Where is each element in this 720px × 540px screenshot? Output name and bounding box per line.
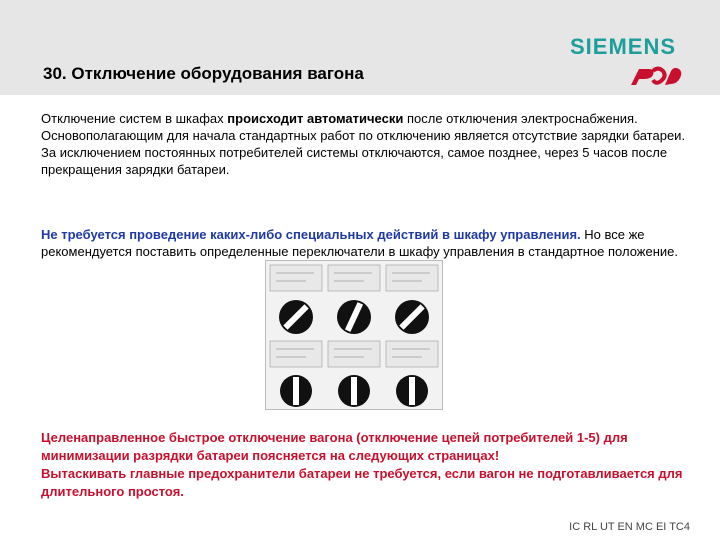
paragraph-3: За исключением постоянных потребителей системы отключаются, самое позднее, через 5 часов после прекращения зарядки батареи.: [41, 145, 668, 177]
switch-knob-4: [280, 375, 312, 407]
page-title: 30. Отключение оборудования вагона: [43, 64, 364, 83]
warning-line-2: Вытаскивать главные предохранители батареи не требуется, если вагон не подготавливается для длительного простоя.: [41, 466, 683, 499]
intro-text: [41, 110, 686, 178]
copyright-text: © Siemens AG 2012. Все права защищены: [473, 503, 690, 515]
paragraph-2: Основополагающим для начала стандартных работ по отключению является отсутствие зарядки батареи.: [41, 128, 686, 143]
paragraph-1: Отключение систем в шкафах происходит автоматически после отключения электроснабжения.: [41, 111, 638, 126]
switch-knob-3: [395, 300, 429, 334]
label-row-top: [270, 265, 438, 291]
siemens-logo: SIEMENS: [570, 34, 677, 59]
switch-knob-5: [338, 375, 370, 407]
switch-knob-1: [279, 300, 313, 334]
rzd-logo-icon: [627, 63, 687, 89]
switch-knob-6: [396, 375, 428, 407]
document-code: IC RL UT EN MC EI TC4: [569, 521, 690, 533]
warning-line-1: Целенаправленное быстрое отключение вагона (отключение цепей потребителей 1-5) для минимизации разрядки батареи поясняется на следующих страницах!: [41, 430, 628, 463]
recommendation-text: Не требуется проведение каких-либо специальных действий в шкафу управления. Но все же рекомендуется поставить определенные переключатели в шкафу управления в стандартное положение.: [41, 227, 678, 259]
control-panel-switches-image: [265, 260, 443, 410]
warning-note: [41, 429, 691, 501]
footer: [474, 500, 690, 536]
switch-knob-2: [337, 300, 371, 334]
